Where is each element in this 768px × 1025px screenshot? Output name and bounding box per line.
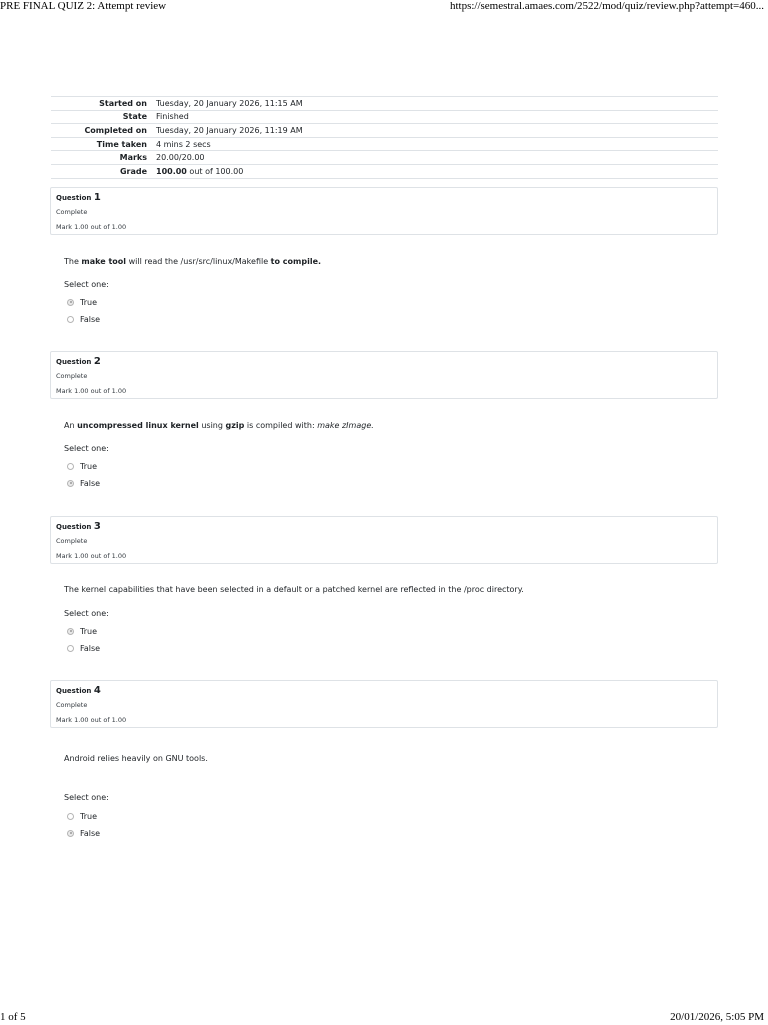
question-4-option-true[interactable]	[67, 811, 97, 821]
question-state: Complete	[56, 537, 88, 545]
question-2-info	[50, 351, 718, 399]
qtext-part: The	[64, 257, 82, 266]
started-on-value: Tuesday, 20 January 2026, 11:15 AM	[156, 97, 718, 111]
grade-label: Grade	[51, 164, 156, 178]
question-label: Question	[56, 687, 92, 695]
page-number: 1 of 5	[0, 1011, 26, 1023]
qtext-part: An	[64, 421, 78, 430]
question-number	[56, 356, 101, 367]
question-number	[56, 521, 101, 532]
summary-row-time-taken	[51, 137, 718, 151]
print-footer	[0, 1011, 768, 1025]
print-header	[0, 0, 768, 14]
question-1-option-true[interactable]	[67, 297, 97, 307]
question-2-text	[64, 421, 374, 430]
qtext-italic: make zImage.	[317, 421, 374, 430]
radio-icon[interactable]	[67, 628, 74, 635]
page-url: https://semestral.amaes.com/2522/mod/quiz/review.php?attempt=460...	[449, 0, 764, 12]
grade-value	[156, 164, 718, 178]
option-label: True	[80, 626, 97, 636]
completed-on-value: Tuesday, 20 January 2026, 11:19 AM	[156, 124, 718, 138]
question-1-info	[50, 187, 718, 235]
qtext-part: The kernel capabilities that have been selected in a default or a patched kernel are reflected in the /proc directory.	[64, 585, 524, 594]
question-label: Question	[56, 523, 92, 531]
question-num: 4	[93, 685, 101, 696]
state-value: Finished	[156, 110, 718, 124]
question-3-option-false[interactable]	[67, 643, 100, 653]
question-number	[56, 685, 101, 696]
qtext-part: will read the /usr/src/linux/Makefile	[126, 257, 271, 266]
question-label: Question	[56, 358, 92, 366]
question-1-option-false[interactable]	[67, 314, 100, 324]
time-taken-label: Time taken	[51, 137, 156, 151]
question-state: Complete	[56, 372, 88, 380]
option-label: True	[80, 811, 97, 821]
question-mark: Mark 1.00 out of 1.00	[56, 552, 127, 560]
marks-label: Marks	[51, 151, 156, 165]
question-1-prompt: Select one:	[64, 280, 109, 289]
summary-row-state	[51, 110, 718, 124]
grade-out-of: out of 100.00	[186, 166, 244, 176]
radio-icon[interactable]	[67, 645, 74, 652]
state-label: State	[51, 110, 156, 124]
qtext-part: Android relies heavily on GNU tools.	[64, 754, 208, 763]
qtext-part: is compiled with:	[244, 421, 318, 430]
started-on-label: Started on	[51, 97, 156, 111]
question-mark: Mark 1.00 out of 1.00	[56, 223, 127, 231]
summary-row-started-on	[51, 97, 718, 111]
radio-icon[interactable]	[67, 316, 74, 323]
question-state: Complete	[56, 208, 88, 216]
radio-icon[interactable]	[67, 299, 74, 306]
qtext-bold: make tool	[81, 257, 127, 266]
grade-score: 100.00	[156, 166, 187, 176]
question-3-option-true[interactable]	[67, 626, 97, 636]
summary-row-marks	[51, 151, 718, 165]
question-2-option-true[interactable]	[67, 461, 97, 471]
option-label: False	[80, 478, 101, 488]
qtext-part: using	[198, 421, 226, 430]
radio-icon[interactable]	[67, 830, 74, 837]
question-4-prompt: Select one:	[64, 793, 109, 802]
summary-row-completed-on	[51, 124, 718, 138]
qtext-bold: to compile.	[270, 257, 322, 266]
option-label: True	[80, 297, 97, 307]
radio-icon[interactable]	[67, 813, 74, 820]
completed-on-label: Completed on	[51, 124, 156, 138]
page-title: PRE FINAL QUIZ 2: Attempt review	[0, 0, 167, 12]
question-label: Question	[56, 194, 92, 202]
question-4-info	[50, 680, 718, 728]
option-label: False	[80, 828, 101, 838]
question-4-option-false[interactable]	[67, 828, 100, 838]
radio-icon[interactable]	[67, 480, 74, 487]
option-label: False	[80, 314, 101, 324]
question-2-option-false[interactable]	[67, 478, 100, 488]
question-3-info	[50, 516, 718, 564]
option-label: True	[80, 461, 97, 471]
print-timestamp: 20/01/2026, 5:05 PM	[670, 1011, 764, 1023]
qtext-bold: uncompressed linux kernel	[77, 421, 199, 430]
summary-row-grade	[51, 164, 718, 178]
marks-value: 20.00/20.00	[156, 151, 718, 165]
question-num: 2	[93, 356, 101, 367]
question-mark: Mark 1.00 out of 1.00	[56, 387, 127, 395]
question-mark: Mark 1.00 out of 1.00	[56, 716, 127, 724]
qtext-bold: gzip	[225, 421, 245, 430]
question-1-text	[64, 257, 321, 266]
question-num: 3	[93, 521, 101, 532]
question-number	[56, 192, 101, 203]
question-state: Complete	[56, 701, 88, 709]
option-label: False	[80, 643, 101, 653]
question-num: 1	[93, 192, 101, 203]
question-2-prompt: Select one:	[64, 444, 109, 453]
question-4-text	[64, 754, 208, 763]
question-3-text	[64, 585, 524, 594]
radio-icon[interactable]	[67, 463, 74, 470]
question-3-prompt: Select one:	[64, 609, 109, 618]
attempt-summary-table	[51, 96, 718, 179]
time-taken-value: 4 mins 2 secs	[156, 137, 718, 151]
